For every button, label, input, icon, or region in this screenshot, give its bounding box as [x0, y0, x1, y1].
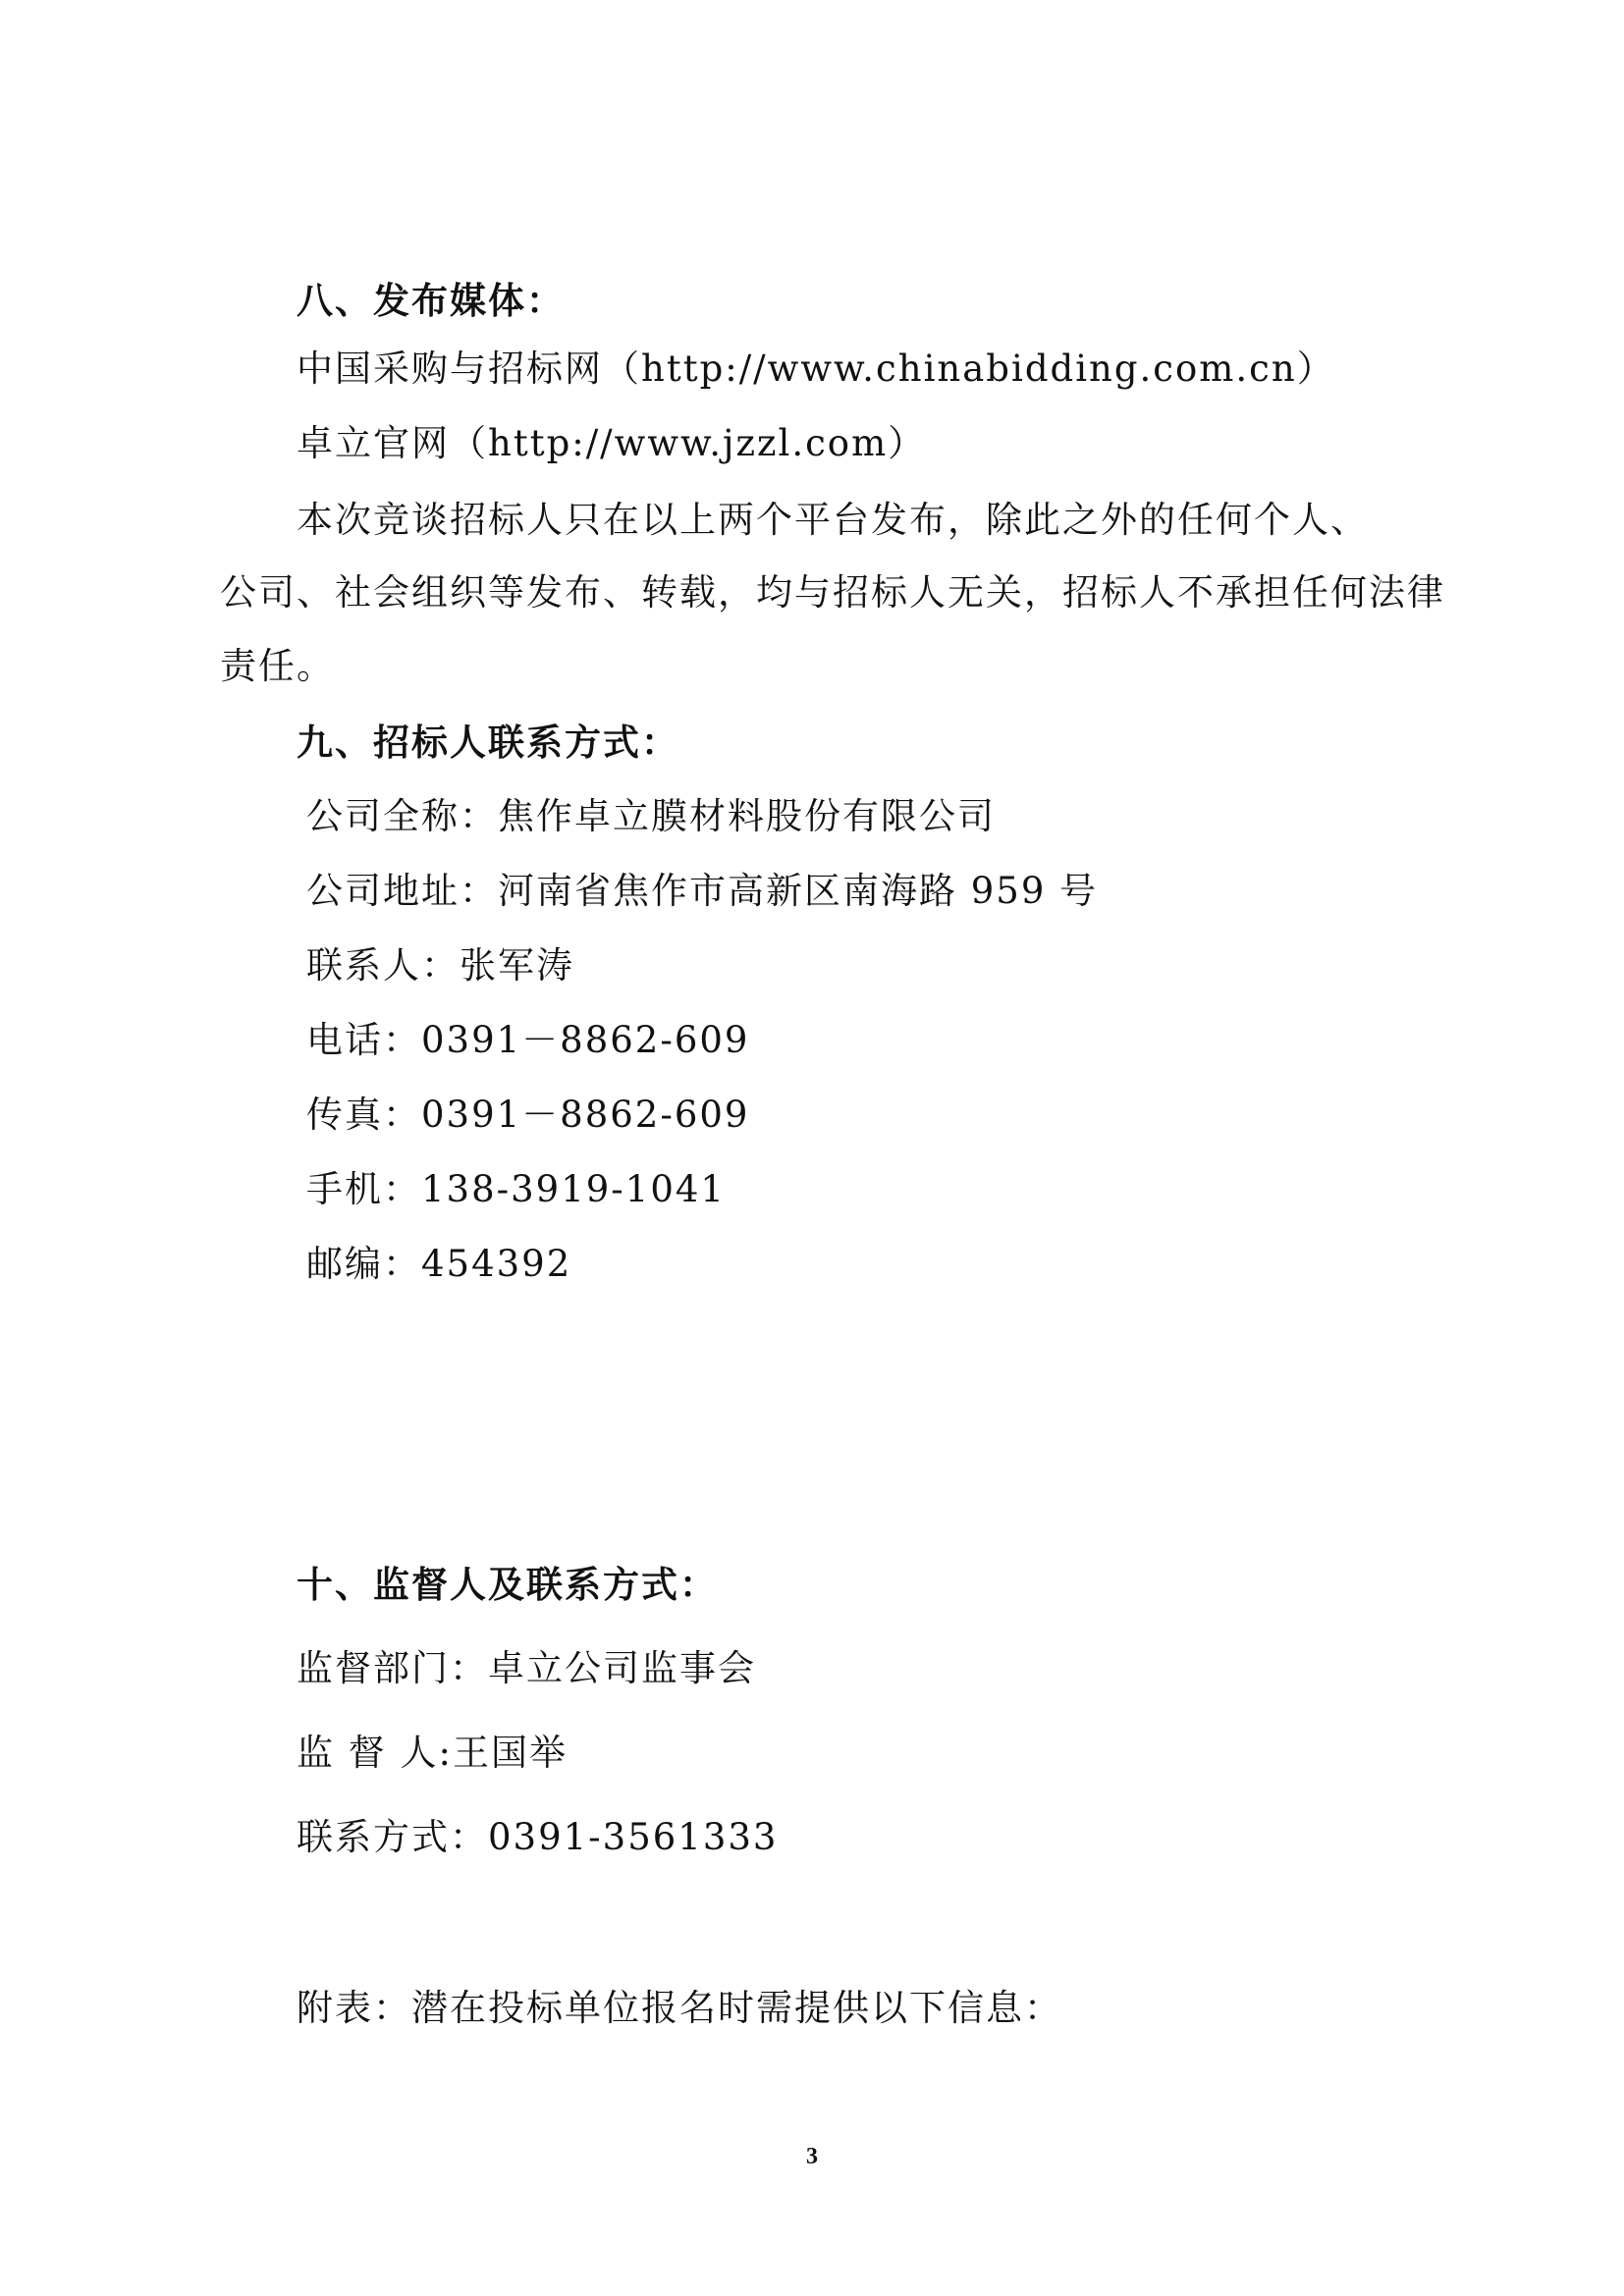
supervision-department: 监督部门：卓立公司监事会: [297, 1647, 756, 1689]
section-8-paragraph-line-1: 本次竞谈招标人只在以上两个平台发布，除此之外的任何个人、: [297, 499, 1369, 541]
postal-code: 邮编：454392: [306, 1243, 572, 1285]
section-8-paragraph-line-2: 公司、社会组织等发布、转载，均与招标人无关，招标人不承担任何法律: [220, 571, 1445, 614]
section-9-heading: 九、招标人联系方式：: [297, 721, 679, 764]
section-8-website-1: 中国采购与招标网（http://www.chinabidding.com.cn）: [297, 347, 1335, 390]
supervision-contact: 联系方式：0391-3561333: [297, 1816, 779, 1858]
fax-number: 传真：0391－8862-609: [306, 1094, 750, 1136]
company-name: 公司全称：焦作卓立膜材料股份有限公司: [306, 795, 996, 837]
section-8-paragraph-line-3: 责任。: [220, 645, 335, 687]
section-8-website-2: 卓立官网（http://www.jzzl.com）: [297, 422, 927, 464]
page-number: 3: [806, 2144, 818, 2169]
company-address: 公司地址：河南省焦作市高新区南海路 959 号: [306, 870, 1099, 912]
contact-person: 联系人：张军涛: [306, 944, 574, 987]
section-10-heading: 十、监督人及联系方式：: [297, 1563, 718, 1606]
appendix-note: 附表：潜在投标单位报名时需提供以下信息：: [297, 1987, 1062, 2029]
supervisor-name: 监 督 人:王国举: [297, 1732, 568, 1774]
mobile-number: 手机：138-3919-1041: [306, 1168, 726, 1210]
section-8-heading: 八、发布媒体：: [297, 279, 565, 322]
phone-number: 电话：0391－8862-609: [306, 1019, 750, 1061]
